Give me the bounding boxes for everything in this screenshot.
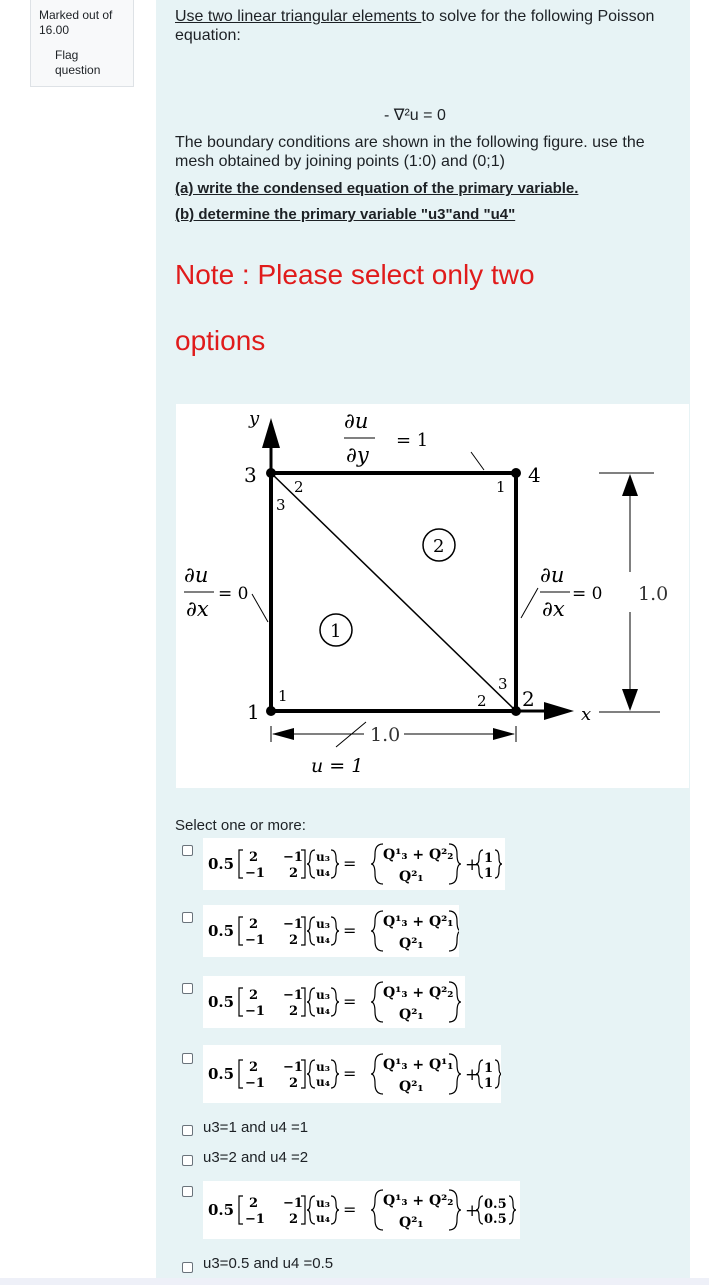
option-label-8[interactable]: u3=0.5 and u4 =0.5 (203, 1255, 334, 1272)
select-prompt: Select one or more: (175, 817, 306, 834)
mesh-diagram (176, 404, 689, 788)
flag-question-label: Flag question (55, 48, 101, 77)
matrix-bracket-left (239, 1196, 243, 1224)
matrix-bracket-left (239, 1060, 243, 1088)
rhs-brace-left (371, 1054, 383, 1094)
u-brace-right (331, 1196, 339, 1224)
option-checkbox-8[interactable] (182, 1262, 193, 1273)
right-bc-denominator: ∂x (542, 597, 565, 621)
plus-sign: + (465, 1201, 480, 1221)
equals-sign: = (343, 992, 357, 1011)
rhs-brace-left (371, 1190, 383, 1230)
note-line-2: options (175, 325, 266, 356)
matrix-bracket-left (239, 917, 243, 945)
boundary-conditions-text: The boundary conditions are shown in the following figure. use the mesh obtained by joining points (1:0) and (0;1) (175, 134, 645, 170)
option-equation-2[interactable] (203, 905, 459, 957)
option-equation-7[interactable] (203, 1181, 520, 1239)
option-checkbox-1[interactable] (182, 845, 193, 856)
matrix-m11: 2 (249, 850, 259, 865)
plus-sign: + (465, 855, 480, 875)
matrix-m11: 2 (249, 1196, 259, 1211)
matrix-m11: 2 (249, 917, 259, 932)
top-bc-denominator: ∂y (346, 443, 369, 467)
equals-sign: = (343, 1064, 357, 1083)
option-equation-svg (203, 838, 505, 890)
matrix-m12: −1 (283, 988, 303, 1003)
rhs-brace-left (371, 844, 383, 884)
matrix-m12: −1 (283, 1060, 303, 1075)
equals-sign: = (343, 854, 357, 873)
left-bc-numerator: ∂u (184, 563, 209, 587)
right-bc-numerator: ∂u (540, 563, 565, 587)
node-4-dot (511, 468, 521, 478)
page-bottom-strip (0, 1278, 709, 1285)
matrix-m21: −1 (245, 1004, 265, 1019)
rhs-top: Q¹₃ + Q²₂ (383, 1193, 454, 1209)
u-top: u₃ (316, 1196, 330, 1210)
matrix-m22: 2 (289, 866, 299, 881)
u-top: u₃ (316, 850, 330, 864)
local-e2-node-b: 2 (294, 478, 304, 496)
rhs-top: Q¹₃ + Q²₂ (383, 985, 454, 1001)
rhs-bottom: Q²₁ (399, 1007, 424, 1023)
option-checkbox-3[interactable] (182, 983, 193, 994)
left-bc-leader (252, 594, 268, 622)
coefficient: 0.5 (208, 993, 235, 1011)
extra-bottom: 1 (484, 866, 494, 881)
option-equation-1[interactable] (203, 838, 505, 890)
u-brace-left (307, 1060, 315, 1088)
dim-y-label: 1.0 (638, 583, 669, 605)
global-node-4: 4 (528, 463, 541, 487)
top-bc-numerator: ∂u (344, 409, 369, 433)
u-bottom: u₄ (316, 1211, 330, 1225)
option-equation-svg (203, 976, 465, 1028)
bottom-bc: u = 1 (311, 755, 364, 777)
extra-bottom: 1 (484, 1076, 494, 1091)
right-bc-leader (521, 588, 538, 618)
rhs-bottom: Q²₁ (399, 869, 424, 885)
part-b: (b) determine the primary variable "u3"and "u4" (175, 206, 516, 223)
u-brace-right (331, 1060, 339, 1088)
y-axis-arrowhead (262, 418, 280, 448)
node-2-dot (511, 706, 521, 716)
local-e1-node-a: 1 (278, 687, 288, 705)
dim-x-arrow-left (272, 728, 294, 740)
rhs-bottom: Q²₁ (399, 1079, 424, 1095)
matrix-m21: −1 (245, 1076, 265, 1091)
node-1-dot (266, 706, 276, 716)
node-3-dot (266, 468, 276, 478)
u-brace-left (307, 988, 315, 1016)
part-a: (a) write the condensed equation of the primary variable. (175, 180, 579, 197)
matrix-bracket-left (239, 850, 243, 878)
matrix-m21: −1 (245, 866, 265, 881)
right-bc-value: = 0 (572, 584, 603, 604)
global-node-2: 2 (522, 687, 535, 711)
mesh-diagonal (271, 473, 516, 711)
option-label-5[interactable]: u3=1 and u4 =1 (203, 1119, 309, 1136)
coefficient: 0.5 (208, 1065, 235, 1083)
u-brace-left (307, 850, 315, 878)
rhs-top: Q¹₃ + Q¹₁ (383, 1057, 454, 1073)
y-axis-label: y (249, 408, 260, 429)
rhs-brace-left (371, 982, 383, 1022)
matrix-m12: −1 (283, 917, 303, 932)
intro-link[interactable]: Use two linear triangular elements (175, 8, 422, 25)
u-brace-right (331, 988, 339, 1016)
left-bc-denominator: ∂x (186, 597, 209, 621)
element-2-label: 2 (433, 536, 445, 557)
matrix-m11: 2 (249, 1060, 259, 1075)
dim-y-arrow-top (622, 474, 638, 496)
u-brace-right (331, 850, 339, 878)
option-equation-3[interactable] (203, 976, 465, 1028)
matrix-m22: 2 (289, 1212, 299, 1227)
u-bottom: u₄ (316, 932, 330, 946)
x-axis-arrowhead (544, 702, 574, 720)
local-e1-node-c: 3 (276, 496, 286, 514)
rhs-bottom: Q²₁ (399, 1215, 424, 1231)
marked-out-of: Marked out of 16.00 (39, 8, 113, 37)
u-brace-left (307, 917, 315, 945)
mesh-figure (176, 404, 689, 788)
option-equation-svg (203, 1045, 501, 1103)
extra-top: 0.5 (484, 1197, 507, 1212)
extra-bottom: 0.5 (484, 1212, 507, 1227)
flag-question-button[interactable] (39, 48, 127, 78)
option-equation-4[interactable] (203, 1045, 501, 1103)
matrix-m21: −1 (245, 933, 265, 948)
rhs-brace-left (371, 911, 383, 951)
coefficient: 0.5 (208, 922, 235, 940)
option-checkbox-5[interactable] (182, 1125, 193, 1136)
question-info-panel (30, 0, 134, 87)
dim-y-arrow-bottom (622, 689, 638, 711)
u-brace-right (331, 917, 339, 945)
option-label-6[interactable]: u3=2 and u4 =2 (203, 1149, 309, 1166)
u-top: u₃ (316, 917, 330, 931)
local-e2-node-a: 1 (496, 478, 506, 496)
extra-top: 1 (484, 1061, 494, 1076)
note-line-1: Note : Please select only two (175, 259, 535, 290)
option-checkbox-2[interactable] (182, 912, 193, 923)
dim-x-arrow-right (493, 728, 515, 740)
coefficient: 0.5 (208, 855, 235, 873)
u-brace-left (307, 1196, 315, 1224)
matrix-m21: −1 (245, 1212, 265, 1227)
intro-rest: to solve for the following Poisson equation: (175, 8, 655, 44)
matrix-m22: 2 (289, 933, 299, 948)
matrix-m22: 2 (289, 1076, 299, 1091)
local-e1-node-b: 2 (477, 692, 487, 710)
extra-brace-right (495, 1060, 501, 1088)
extra-top: 1 (484, 851, 494, 866)
question-intro (175, 7, 675, 45)
dim-x-label: 1.0 (370, 724, 401, 746)
coefficient: 0.5 (208, 1201, 235, 1219)
global-node-1: 1 (247, 700, 260, 724)
matrix-m11: 2 (249, 988, 259, 1003)
extra-brace-right (509, 1196, 516, 1224)
x-axis-label: x (581, 704, 592, 725)
u-bottom: u₄ (316, 1075, 330, 1089)
rhs-bottom: Q²₁ (399, 936, 424, 952)
matrix-m12: −1 (283, 1196, 303, 1211)
u-top: u₃ (316, 988, 330, 1002)
rhs-top: Q¹₃ + Q²₂ (383, 847, 454, 863)
u-bottom: u₄ (316, 865, 330, 879)
matrix-m22: 2 (289, 1004, 299, 1019)
matrix-bracket-left (239, 988, 243, 1016)
left-bc-value: = 0 (218, 584, 249, 604)
element-1-label: 1 (330, 621, 342, 642)
u-bottom: u₄ (316, 1003, 330, 1017)
extra-brace-right (495, 850, 502, 878)
global-node-3: 3 (244, 463, 257, 487)
equals-sign: = (343, 921, 357, 940)
poisson-equation: - ∇²u = 0 (384, 107, 446, 124)
plus-sign: + (465, 1065, 480, 1085)
u-top: u₃ (316, 1060, 330, 1074)
option-equation-svg (203, 1181, 520, 1239)
local-e2-node-c: 3 (498, 675, 508, 693)
rhs-top: Q¹₃ + Q²₁ (383, 914, 454, 930)
top-bc-value: = 1 (396, 430, 429, 451)
option-equation-svg (203, 905, 459, 957)
matrix-m12: −1 (283, 850, 303, 865)
option-checkbox-7[interactable] (182, 1186, 193, 1197)
top-bc-leader (471, 452, 484, 470)
option-checkbox-4[interactable] (182, 1053, 193, 1064)
equals-sign: = (343, 1200, 357, 1219)
option-checkbox-6[interactable] (182, 1155, 193, 1166)
